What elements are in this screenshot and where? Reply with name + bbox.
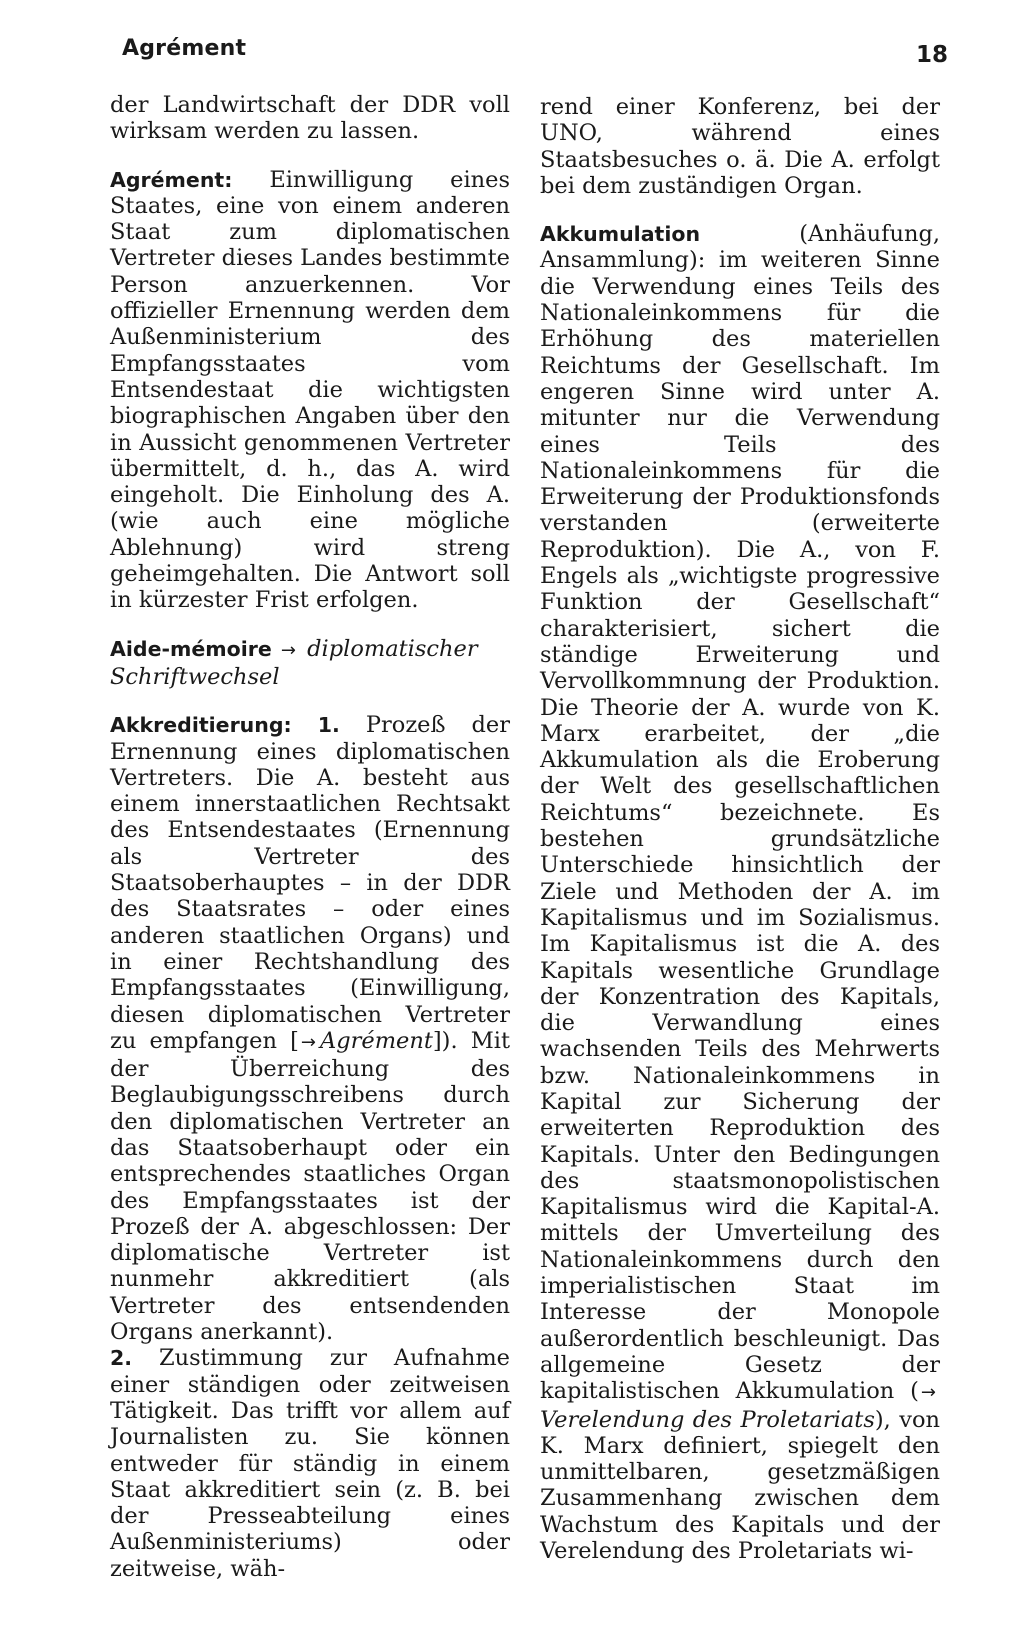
entry-aide-memoire: [110, 636, 510, 691]
lemma-aide-memoire: Aide-mémoire: [110, 636, 272, 661]
page-number: 18: [915, 42, 948, 68]
continuation-text: der Landwirtschaft der DDR voll wirksam werden zu lassen.: [110, 92, 510, 145]
sense-number-1: 1.: [317, 713, 340, 738]
cross-reference-agrement: Agrément: [319, 1027, 433, 1054]
running-head: Agrément: [122, 36, 247, 61]
continuation-paragraph: [540, 94, 940, 199]
definition-akkreditierung-1a: Prozeß der Ernennung eines diplomatischen Vertreters. Die A. besteht aus einem innerstaatlichen Rechtsakt des Entsendestaates (Ernennung als Vertreter des Staatsoberhauptes – in der DDR des Staatsrates – oder eines anderen staatlichen Organs) und in einer Rechtshandlung des Empfangsstaates (Einwilligung, diesen diplomatischen Vertreter zu empfangen [: [110, 712, 511, 1054]
entry-agrement: [110, 167, 510, 614]
sense-number-2: 2.: [110, 1346, 133, 1371]
entry-akkumulation: [540, 221, 940, 1564]
lemma-agrement: Agrément:: [110, 167, 233, 192]
right-column: [540, 94, 940, 1564]
definition-akkreditierung-2: Zustimmung zur Aufnahme einer ständigen oder zeitweisen Tätigkeit. Das trifft vor allem auf Journalisten zu. Sie können entweder für ständig in einem Staat akkreditiert sein (z. B. bei der Presseabteilung eines Außenministeriums) oder zeitweise, wäh-: [110, 1345, 510, 1582]
cross-reference-diplomatischer-schriftwechsel: diplomatischer Schriftwechsel: [110, 635, 478, 690]
left-column: [110, 92, 510, 1582]
lemma-akkumulation: Akkumulation: [540, 222, 701, 247]
entry-akkreditierung: [110, 712, 510, 1582]
continuation-text: rend einer Konferenz, bei der UNO, während eines Staatsbesuches o. ä. Die A. erfolgt bei dem zuständigen Organ.: [540, 94, 940, 199]
continuation-paragraph: [110, 92, 510, 145]
definition-agrement: Einwilligung eines Staates, eine von einem anderen Staat zum diplomatischen Vertreter dieses Landes bestimmte Person anzuerkennen. Vor offizieller Ernennung werden dem Außenministerium des Empfangsstaates vom Entsendestaat die wichtigsten biographischen Angaben über den in Aussicht genommenen Vertreter übermittelt, d. h., das A. wird eingeholt. Die Einholung des A. (wie auch eine mögliche Ablehnung) wird streng geheimgehalten. Die Antwort soll in kürzester Frist erfolgen.: [110, 166, 510, 614]
cross-reference-arrow-icon: →: [300, 1031, 316, 1053]
cross-reference-arrow-icon: →: [280, 639, 296, 661]
cross-reference-verelendung: Verelendung des Proletariats: [540, 1406, 875, 1433]
definition-akkumulation-2: ), von K. Marx definiert, spiegelt den unmittelbaren, gesetzmäßigen Zusammenhang zwischen dem Wachstum des Kapitals und der Verelendung des Proletariats wi-: [540, 1406, 940, 1565]
lemma-akkreditierung: Akkreditierung:: [110, 713, 292, 738]
cross-reference-arrow-icon: →: [920, 1382, 936, 1404]
definition-akkumulation-1: (Anhäufung, Ansammlung): im weiteren Sinne die Verwendung eines Teils des Nationaleinkommens für die Erhöhung des materiellen Reichtums der Gesellschaft. Im engeren Sinne wird unter A. mitunter nur die Verwendung eines Teils des Nationaleinkommens für die Erweiterung der Produktionsfonds verstanden (erweiterte Reproduktion). Die A., von F. Engels als „wichtigste progressive Funktion der Gesellschaft“ charakterisiert, sichert die ständige Erweiterung und Vervollkommnung der Produktion. Die Theorie der A. wurde von K. Marx erarbeitet, der „die Akkumulation als die Eroberung der Welt des gesellschaftlichen Reichtums“ bezeichnete. Es bestehen grundsätzliche Unterschiede hinsichtlich der Ziele und Methoden der A. im Kapitalismus und im Sozialismus. Im Kapitalismus ist die A. des Kapitals wesentliche Grundlage der Konzentration des Kapitals, die Verwandlung eines wachsenden Teils des Mehrwerts bzw. Nationaleinkommens in Kapital zur Sicherung der erweiterten Reproduktion des Kapitals. Unter den Bedingungen des staatsmonopolistischen Kapitalismus wird die Kapital-A. mittels der Umverteilung des Nationaleinkommens durch den imperialistischen Staat im Interesse der Monopole außerordentlich beschleunigt. Das allgemeine Gesetz der kapitalistischen Akkumulation (: [540, 221, 940, 1405]
definition-akkreditierung-1b: ]). Mit der Überreichung des Beglaubigungsschreibens durch den diplomatischen Vertreter an das Staatsoberhaupt oder ein entsprechendes staatliches Organ des Empfangsstaates ist der Prozeß der A. abgeschlossen: Der diplomatische Vertreter ist nunmehr akkreditiert (als Vertreter des entsendenden Organs anerkannt).: [110, 1027, 510, 1346]
